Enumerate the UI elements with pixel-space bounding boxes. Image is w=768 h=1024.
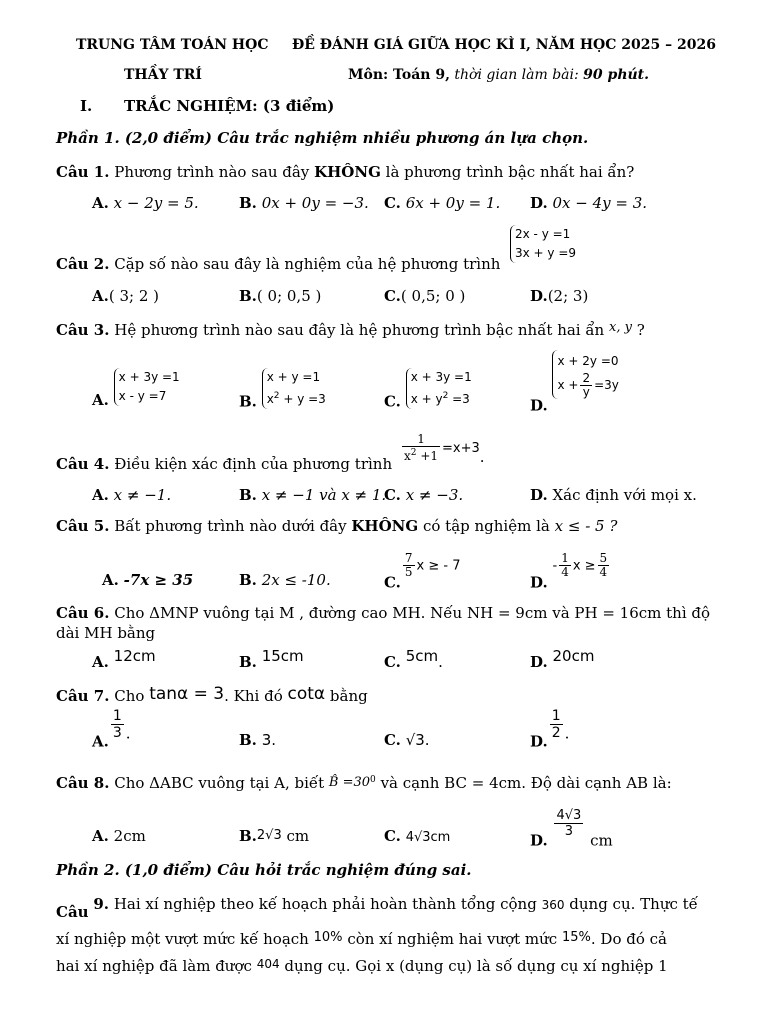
- q7-a-den: 3: [112, 725, 122, 741]
- q4-end: .: [479, 448, 485, 466]
- q3-c-eq2: [411, 387, 472, 409]
- q1-d-letter: D.: [530, 194, 548, 212]
- q1-text-a: Phương trình nào sau đây: [114, 163, 310, 181]
- q6-c-value: 5cm: [405, 647, 439, 665]
- q2-option-a[interactable]: [92, 286, 159, 306]
- q5-option-a[interactable]: [102, 570, 193, 590]
- q5-text-bold: KHÔNG: [351, 517, 419, 535]
- q3-c-eq1: x + 3y =1: [410, 370, 472, 384]
- q1-text-bold: KHÔNG: [314, 163, 381, 181]
- q3-option-b[interactable]: [239, 368, 326, 412]
- q7-option-d[interactable]: [530, 708, 569, 752]
- q4-c-letter: C.: [384, 486, 401, 504]
- q1-option-c[interactable]: [384, 193, 500, 213]
- q1-d-value: 0x − 4y = 3.: [552, 194, 648, 212]
- q4-b-letter: B.: [239, 486, 257, 504]
- q1-b-letter: B.: [239, 194, 257, 212]
- question-3: [56, 318, 645, 340]
- q9-line3-a: hai xí nghiệp đã làm được: [56, 957, 252, 975]
- q8-c-letter: C.: [384, 827, 401, 845]
- q6-c-end: .: [438, 653, 443, 671]
- question-6: [56, 603, 710, 623]
- subject-line: [348, 65, 649, 85]
- question-9-line3: [56, 954, 668, 976]
- section-roman: I.: [80, 97, 93, 115]
- q9-line1-end: dụng cụ. Thực tế: [569, 895, 698, 913]
- q2-system-brace: [510, 225, 576, 263]
- q6-b-value: 15cm: [261, 647, 304, 665]
- question-7: [56, 684, 368, 706]
- q8-angle: B̂ =30: [328, 775, 371, 790]
- q4-text: Điều kiện xác định của phương trình: [114, 455, 393, 473]
- q8-b-unit: cm: [286, 827, 310, 845]
- q7-a-letter: A.: [92, 732, 109, 751]
- q3-d-eq2-rest: =3y: [594, 378, 619, 392]
- q2-a-value: ( 3; 2 ): [108, 287, 160, 305]
- q9-value-10: 10%: [313, 930, 343, 945]
- q2-label: Câu 2.: [56, 255, 110, 273]
- q5-d-num2: 5: [599, 551, 608, 565]
- q9-line2-a: xí nghiệp một vượt mức kế hoạch: [56, 930, 309, 948]
- q3-c-letter: C.: [384, 392, 401, 411]
- q7-b-value: 3.: [261, 731, 276, 749]
- q5-condition: x ≤ - 5 ?: [554, 517, 618, 535]
- q2-option-b[interactable]: [239, 286, 321, 306]
- q7-a-end: .: [125, 724, 131, 743]
- q3-b-eq2-exp: 2: [273, 391, 280, 401]
- q3-d-system: [552, 350, 618, 399]
- q5-d-letter: D.: [530, 573, 548, 592]
- q7-expr-tan: tanα = 3: [149, 684, 225, 704]
- q3-a-system: [114, 368, 180, 406]
- q5-text-b: có tập nghiệm là: [422, 517, 550, 535]
- q7-d-den: 2: [551, 725, 561, 741]
- q3-b-eq2-rest: + y =3: [279, 392, 326, 406]
- q6-d-value: 20cm: [552, 647, 595, 665]
- q5-c-rest: x ≥ - 7: [416, 558, 461, 574]
- q7-d-num: 1: [551, 708, 561, 724]
- q9-value-15: 15%: [561, 930, 591, 945]
- question-8: [56, 770, 672, 793]
- q3-b-eq2: [267, 387, 326, 409]
- q2-option-c[interactable]: [384, 286, 465, 306]
- q2-d-letter: D.: [530, 287, 548, 305]
- q5-c-fraction: [403, 552, 415, 579]
- q1-text-b: là phương trình bậc nhất hai ẩn?: [385, 163, 635, 181]
- q5-d-fraction-2: [598, 552, 610, 579]
- q5-d-minus: -: [552, 558, 558, 574]
- q5-option-b[interactable]: [239, 570, 331, 590]
- q7-c-letter: C.: [384, 731, 401, 749]
- q4-frac-num: 1: [402, 433, 440, 447]
- q4-a-value: x ≠ −1.: [113, 486, 172, 504]
- time-value: 90 phút.: [583, 67, 650, 83]
- q5-d-fraction-1: [559, 552, 571, 579]
- q4-d-value: Xác định với mọi x.: [552, 486, 697, 504]
- q8-option-d[interactable]: [530, 808, 613, 851]
- q5-d-den2: 4: [599, 565, 608, 579]
- q6-label: Câu 6.: [56, 604, 110, 622]
- q6-c-letter: C.: [384, 653, 401, 671]
- q4-a-letter: A.: [92, 486, 109, 504]
- q8-b-letter: B.: [239, 827, 257, 845]
- q1-c-value: 6x + 0y = 1.: [405, 194, 501, 212]
- q5-b-letter: B.: [239, 571, 257, 589]
- q2-option-d[interactable]: [530, 286, 588, 306]
- q3-qmark: ?: [636, 321, 645, 339]
- q4-fraction: [402, 433, 440, 463]
- q7-c-value: √3.: [405, 731, 430, 749]
- q9-number: 9.: [93, 895, 110, 913]
- q4-option-d[interactable]: [530, 485, 697, 505]
- q9-label: Câu: [56, 903, 89, 921]
- q4-d-letter: D.: [530, 486, 548, 504]
- q3-b-letter: B.: [239, 392, 257, 411]
- q4-option-a[interactable]: [92, 485, 171, 505]
- q2-text: Cặp số nào sau đây là nghiệm của hệ phương trình: [114, 255, 501, 273]
- q1-b-value: 0x + 0y = −3.: [261, 194, 369, 212]
- q1-c-letter: C.: [384, 194, 401, 212]
- q9-value-404: 404: [256, 957, 280, 971]
- q8-text-a: Cho ΔABC vuông tại A, biết: [114, 774, 325, 792]
- q5-a-value: -7x ≥ 35: [123, 571, 194, 589]
- q2-a-letter: A.: [92, 287, 109, 305]
- q5-c-letter: C.: [384, 573, 401, 592]
- q4-rhs: =x+3: [442, 441, 480, 456]
- time-label: thời gian làm bài:: [454, 67, 579, 83]
- q5-option-c[interactable]: [384, 552, 461, 593]
- q6-line1: Cho ΔMNP vuông tại M , đường cao MH. Nếu NH = 9cm và PH = 16cm thì độ: [114, 604, 711, 622]
- q3-d-num: 2: [582, 371, 591, 385]
- q5-a-letter: A.: [102, 571, 119, 589]
- q3-option-a[interactable]: [92, 368, 180, 410]
- q3-vars: x, y: [609, 320, 632, 335]
- q4-option-c[interactable]: [384, 485, 463, 505]
- q6-option-d[interactable]: [530, 646, 594, 672]
- q8-d-letter: D.: [530, 831, 548, 850]
- q7-b-letter: B.: [239, 731, 257, 749]
- q3-d-eq2: [557, 372, 618, 399]
- q8-b-value: 2√3: [256, 828, 282, 843]
- q7-a-num: 1: [112, 708, 122, 724]
- q7-a-fraction: [111, 708, 124, 741]
- q8-d-fraction: [554, 808, 583, 839]
- q2-c-letter: C.: [384, 287, 401, 305]
- q7-text-a: Cho: [114, 687, 145, 705]
- q6-a-letter: A.: [92, 653, 109, 671]
- center-name: TRUNG TÂM TOÁN HỌC: [76, 37, 269, 53]
- section-title: TRẮC NGHIỆM: (3 điểm): [124, 97, 335, 115]
- q3-c-eq2-exp: 2: [442, 391, 449, 401]
- q2-d-value: (2; 3): [547, 287, 589, 305]
- question-1: [56, 162, 634, 182]
- q7-option-a[interactable]: [92, 708, 131, 752]
- q7-d-letter: D.: [530, 732, 548, 751]
- q6-a-value: 12cm: [113, 647, 156, 665]
- q3-a-letter: A.: [92, 391, 109, 409]
- q7-text-b: . Khi đó: [224, 687, 283, 705]
- q7-option-c[interactable]: [384, 730, 430, 750]
- q8-text-b: và cạnh BC = 4cm. Độ dài cạnh AB là:: [380, 774, 672, 792]
- q3-label: Câu 3.: [56, 321, 110, 339]
- exam-title: ĐỀ ĐÁNH GIÁ GIỮA HỌC KÌ I, NĂM HỌC 2025 – 2026: [292, 37, 716, 53]
- q1-a-letter: A.: [92, 194, 109, 212]
- q4-c-value: x ≠ −3.: [405, 486, 464, 504]
- q8-label: Câu 8.: [56, 774, 110, 792]
- q5-d-num1: 1: [561, 551, 569, 565]
- q1-a-value: x − 2y = 5.: [113, 194, 199, 212]
- q2-b-letter: B.: [239, 287, 257, 305]
- q3-b-system: [262, 368, 326, 409]
- q3-c-system: [406, 368, 472, 409]
- q3-c-eq2-base: x + y: [410, 392, 443, 406]
- q3-d-eq2-pre: x +: [557, 378, 579, 392]
- q7-option-b[interactable]: [239, 730, 276, 750]
- q3-option-d[interactable]: [530, 350, 619, 416]
- q8-d-den: 3: [564, 824, 574, 839]
- q3-d-letter: D.: [530, 396, 548, 415]
- q3-a-eq1: x + 3y =1: [118, 370, 180, 384]
- q7-expr-cot: cotα: [287, 684, 326, 704]
- q8-c-value: 4√3cm: [405, 830, 451, 845]
- q4-den-base: x: [404, 449, 411, 463]
- q5-b-value: 2x ≤ -10.: [261, 571, 331, 589]
- q9-value-360: 360: [541, 898, 565, 912]
- q8-option-c[interactable]: [384, 826, 450, 848]
- q9-line1-text: Hai xí nghiệp theo kế hoạch phải hoàn thành tổng cộng: [113, 895, 537, 913]
- q5-c-den: 5: [404, 565, 413, 579]
- q5-label: Câu 5.: [56, 517, 110, 535]
- q3-d-den: y: [582, 385, 590, 399]
- q5-c-num: 7: [404, 551, 413, 565]
- teacher-name: THẦY TRÍ: [124, 67, 202, 83]
- question-2: [56, 254, 500, 274]
- q2-c-value: ( 0,5; 0 ): [400, 287, 466, 305]
- q1-option-a[interactable]: [92, 193, 199, 213]
- subject-label: Môn: Toán 9,: [348, 67, 450, 83]
- q8-a-letter: A.: [92, 827, 109, 845]
- q4-frac-den: [402, 447, 440, 463]
- q7-text-c: bằng: [329, 687, 368, 705]
- q4-option-b[interactable]: [239, 485, 386, 505]
- q3-text: Hệ phương trình nào sau đây là hệ phương trình bậc nhất hai ẩn: [114, 321, 605, 339]
- q5-d-mid: x ≥: [572, 558, 596, 574]
- q8-d-unit: cm: [590, 831, 613, 850]
- q9-line2-c: . Do đó cả: [590, 930, 667, 948]
- q7-d-end: .: [564, 724, 570, 743]
- q9-line2-b: còn xí nghiệm hai vượt mức: [347, 930, 558, 948]
- q1-option-b[interactable]: [239, 193, 369, 213]
- part2-title: Phần 2. (1,0 điểm) Câu hỏi trắc nghiệm đúng sai.: [56, 861, 472, 879]
- q3-b-eq2-base: x: [266, 392, 274, 406]
- q5-d-den1: 4: [561, 565, 569, 579]
- q5-text-a: Bất phương trình nào dưới đây: [114, 517, 347, 535]
- q6-b-letter: B.: [239, 653, 257, 671]
- q1-option-d[interactable]: [530, 193, 647, 213]
- question-9-line1: [56, 894, 698, 922]
- q8-a-value: 2cm: [113, 827, 146, 845]
- q2-system: [510, 225, 576, 263]
- q6-option-a[interactable]: [92, 646, 156, 672]
- q2-system-eq2: 3x + y =9: [515, 246, 577, 260]
- q4-label: Câu 4.: [56, 455, 110, 473]
- q3-c-eq2-rest: =3: [448, 392, 470, 406]
- q4-den-exp: 2: [410, 448, 417, 458]
- q9-line3-b: dụng cụ. Gọi x (dụng cụ) là số dụng cụ xí nghiệp 1: [284, 957, 668, 975]
- q6-line2: dài MH bằng: [56, 624, 156, 642]
- q4-den-rest: +1: [416, 449, 439, 463]
- q3-d-fraction: [580, 372, 592, 399]
- question-9-line2: [56, 928, 667, 949]
- q8-d-num: 4√3: [556, 808, 582, 823]
- q6-option-c[interactable]: [384, 646, 443, 672]
- q2-system-eq1: 2x - y =1: [515, 227, 571, 241]
- part1-title: Phần 1. (2,0 điểm) Câu trắc nghiệm nhiều phương án lựa chọn.: [56, 129, 589, 147]
- q8-option-a[interactable]: [92, 826, 146, 846]
- q1-label: Câu 1.: [56, 163, 110, 181]
- q6-option-b[interactable]: [239, 646, 304, 672]
- q3-a-eq2: x - y =7: [118, 389, 167, 403]
- q3-option-c[interactable]: [384, 368, 472, 412]
- q3-d-eq1: x + 2y =0: [557, 354, 619, 368]
- q7-d-fraction: [550, 708, 563, 741]
- question-5: [56, 516, 617, 536]
- q4-b-value: x ≠ −1 và x ≠ 1.: [261, 486, 387, 504]
- q7-label: Câu 7.: [56, 687, 110, 705]
- q4-equation: [400, 433, 485, 466]
- q8-angle-degree: 0: [370, 775, 376, 785]
- question-4: [56, 454, 392, 474]
- q2-b-value: ( 0; 0,5 ): [256, 287, 322, 305]
- q6-d-letter: D.: [530, 653, 548, 671]
- q8-option-b[interactable]: [239, 826, 309, 846]
- q5-option-d[interactable]: [530, 552, 611, 593]
- q3-b-eq1: x + y =1: [266, 370, 321, 384]
